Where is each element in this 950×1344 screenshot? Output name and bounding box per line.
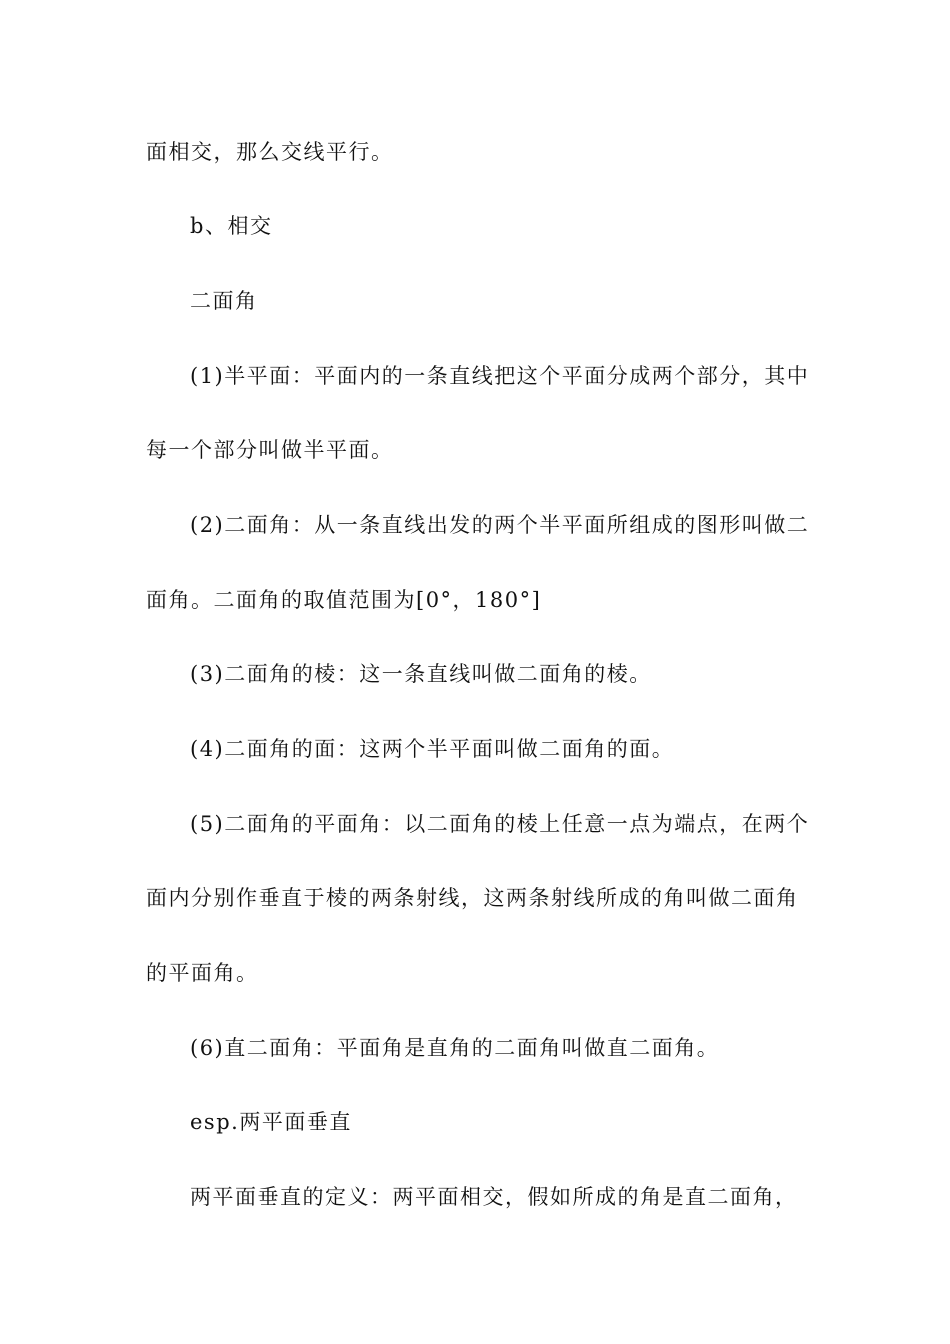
subheading-perpendicular-planes: esp.两平面垂直 bbox=[190, 1110, 352, 1134]
paragraph-plane-angle-end: 的平面角。 bbox=[146, 961, 259, 985]
paragraph-right-dihedral: (6)直二面角：平面角是直角的二面角叫做直二面角。 bbox=[190, 1036, 720, 1060]
paragraph-dihedral-definition: (2)二面角：从一条直线出发的两个半平面所组成的图形叫做二 bbox=[190, 513, 810, 537]
paragraph-dihedral-faces: (4)二面角的面：这两个半平面叫做二面角的面。 bbox=[190, 737, 675, 761]
paragraph-half-plane-cont: 每一个部分叫做半平面。 bbox=[146, 438, 394, 462]
paragraph-perpendicular-definition: 两平面垂直的定义：两平面相交，假如所成的角是直二面角， bbox=[190, 1185, 798, 1209]
paragraph-dihedral-range: 面角。二面角的取值范围为[0°，180°] bbox=[146, 588, 542, 612]
subheading-intersect: b、相交 bbox=[190, 214, 273, 238]
text-line-continuation: 面相交，那么交线平行。 bbox=[146, 140, 394, 164]
paragraph-dihedral-edge: (3)二面角的棱：这一条直线叫做二面角的棱。 bbox=[190, 662, 652, 686]
heading-dihedral-angle: 二面角 bbox=[190, 289, 258, 313]
paragraph-half-plane: (1)半平面：平面内的一条直线把这个平面分成两个部分，其中 bbox=[190, 364, 810, 388]
paragraph-plane-angle-cont: 面内分别作垂直于棱的两条射线，这两条射线所成的角叫做二面角 bbox=[146, 886, 799, 910]
paragraph-plane-angle: (5)二面角的平面角：以二面角的棱上任意一点为端点，在两个 bbox=[190, 812, 810, 836]
